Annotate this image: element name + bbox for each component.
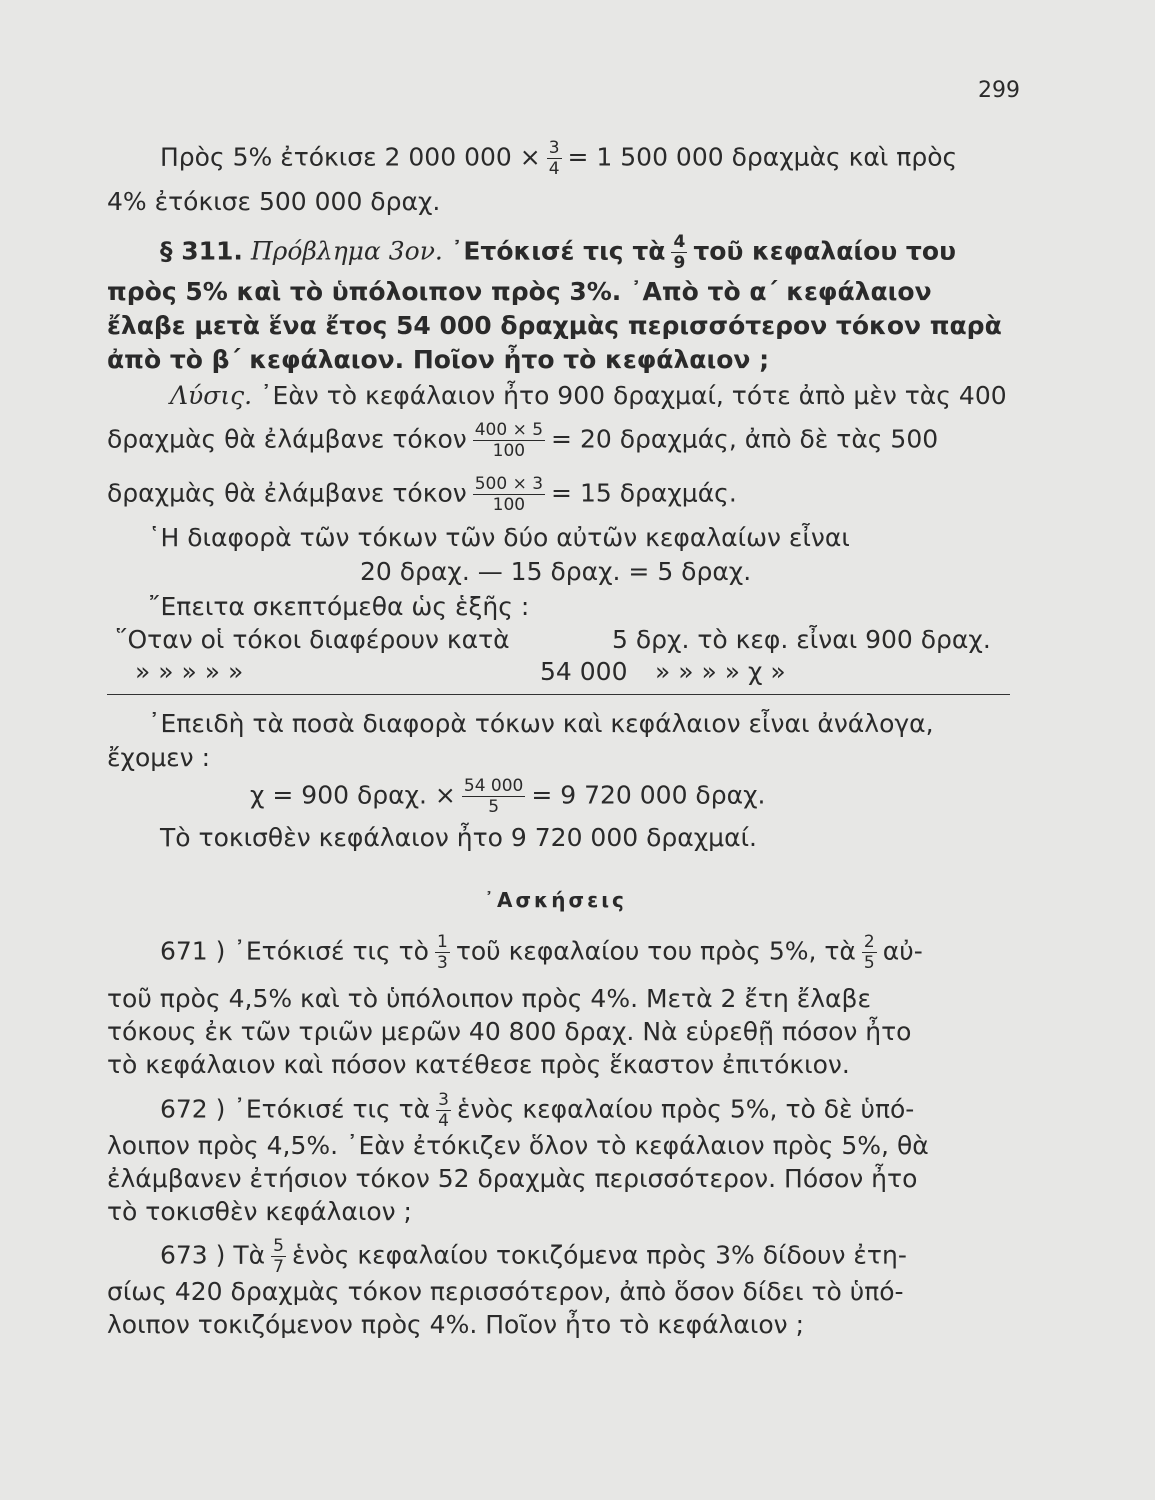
text-line bbox=[107, 420, 938, 461]
text-line: ἔλαβε μετὰ ἕνα ἔτος 54 000 δραχμὰς περισσότερον τόκον παρὰ bbox=[107, 311, 1002, 340]
numerator: 3 bbox=[548, 138, 560, 158]
numerator: 2 bbox=[863, 932, 875, 952]
numerator: 500 × 3 bbox=[474, 474, 544, 494]
problem-title: Πρόβλημα 3ον. bbox=[250, 236, 443, 266]
denominator: 5 bbox=[488, 797, 500, 817]
result-line: Τὸ τοκισθὲν κεφάλαιον ἦτο 9 720 000 δραχμαί. bbox=[160, 823, 757, 852]
fraction bbox=[473, 420, 545, 461]
numerator: 5 bbox=[273, 1236, 284, 1256]
equation-line: 20 δραχ. — 15 δραχ. = 5 δραχ. bbox=[360, 557, 752, 586]
text-span: τοῦ κεφαλαίου του bbox=[693, 236, 956, 266]
text-line: ἀπὸ τὸ β΄ κεφάλαιον. Ποῖον ἦτο τὸ κεφάλαιον ; bbox=[107, 345, 770, 374]
equation-line bbox=[250, 776, 765, 817]
exercise-671 bbox=[160, 932, 923, 973]
text-span: τοῦ κεφαλαίου του πρὸς 5%, τὰ bbox=[455, 936, 856, 966]
page-number: 299 bbox=[978, 78, 1020, 103]
text-span: ᾿Εὰν τὸ κεφάλαιον ἦτο 900 δραχμαί, τότε ἀπὸ μὲν τὰς 400 bbox=[260, 381, 1007, 410]
text-span: 672 ) ᾿Ετόκισέ τις τὰ bbox=[160, 1094, 431, 1124]
ditto-marks: » » » » » bbox=[135, 657, 244, 686]
denominator: 7 bbox=[273, 1257, 284, 1277]
text-span: 673 ) Τὰ bbox=[160, 1240, 266, 1270]
text-span: χ = 900 δραχ. × bbox=[250, 780, 456, 810]
ditto-marks: » » » » χ » bbox=[655, 657, 786, 686]
text-line: ῾Η διαφορὰ τῶν τόκων τῶν δύο αὐτῶν κεφαλαίων εἶναι bbox=[148, 523, 850, 552]
numerator: 54 000 bbox=[463, 776, 524, 796]
text-line: τὸ τοκισθὲν κεφάλαιον ; bbox=[107, 1197, 412, 1226]
denominator: 5 bbox=[863, 953, 875, 973]
fraction bbox=[462, 776, 525, 817]
text-line: ἔχομεν : bbox=[107, 743, 211, 772]
text-line: 4% ἐτόκισε 500 000 δραχ. bbox=[107, 187, 441, 216]
divider-line bbox=[107, 694, 1010, 695]
text-span: = 9 720 000 δραχ. bbox=[531, 780, 766, 810]
exercise-672 bbox=[160, 1090, 914, 1131]
denominator: 4 bbox=[548, 159, 560, 179]
text-line bbox=[160, 138, 957, 179]
text-line: τόκους ἐκ τῶν τριῶν μερῶν 40 800 δραχ. Νὰ εὑρεθῇ πόσον ἦτο bbox=[107, 1017, 912, 1046]
fraction bbox=[435, 932, 450, 973]
numerator: 1 bbox=[436, 932, 448, 952]
denominator: 4 bbox=[438, 1111, 449, 1131]
text-line: λοιπον τοκιζόμενον πρὸς 4%. Ποῖον ἦτο τὸ κεφάλαιον ; bbox=[107, 1310, 804, 1339]
exercise-673 bbox=[160, 1236, 907, 1277]
text-span: 671 ) ᾿Ετόκισέ τις τὸ bbox=[160, 936, 429, 966]
text-span: = 1 500 000 δραχμὰς καὶ πρὸς bbox=[567, 142, 958, 172]
text-line: ᾿Επειδὴ τὰ ποσὰ διαφορὰ τόκων καὶ κεφάλαιον εἶναι ἀνάλογα, bbox=[148, 709, 934, 738]
numerator: 3 bbox=[438, 1090, 449, 1110]
text-line: λοιπον πρὸς 4,5%. ᾿Εὰν ἐτόκιζεν ὅλον τὸ κεφάλαιον πρὸς 5%, θὰ bbox=[107, 1131, 929, 1160]
denominator: 100 bbox=[492, 441, 526, 461]
text-line: ἐλάμβανεν ἐτήσιον τόκον 52 δραχμὰς περισσότερον. Πόσον ἦτο bbox=[107, 1164, 918, 1193]
text-line: πρὸς 5% καὶ τὸ ὑπόλοιπον πρὸς 3%. ᾿Απὸ τὸ α΄ κεφάλαιον bbox=[107, 277, 932, 306]
proportion-row-values: 5 δρχ. τὸ κεφ. εἶναι 900 δραχ. bbox=[612, 625, 991, 654]
text-span: αὐ- bbox=[882, 936, 923, 966]
fraction bbox=[862, 932, 877, 973]
text-line: τὸ κεφάλαιον καὶ πόσον κατέθεσε πρὸς ἕκαστον ἐπιτόκιον. bbox=[107, 1050, 850, 1079]
fraction bbox=[473, 474, 545, 515]
numerator: 4 bbox=[673, 232, 686, 252]
text-span: ἑνὸς κεφαλαίου τοκιζόμενα πρὸς 3% δίδουν ἐτη- bbox=[291, 1240, 907, 1270]
denominator: 9 bbox=[673, 253, 686, 273]
numerator: 400 × 5 bbox=[474, 420, 544, 440]
fraction bbox=[271, 1236, 286, 1277]
solution-label: Λύσις. bbox=[170, 381, 253, 410]
problem-heading-line bbox=[160, 232, 956, 273]
text-span: Πρὸς 5% ἐτόκισε 2 000 000 × bbox=[160, 142, 541, 172]
text-line: τοῦ πρὸς 4,5% καὶ τὸ ὑπόλοιπον πρὸς 4%. Μετὰ 2 ἔτη ἔλαβε bbox=[107, 984, 872, 1013]
text-span: δραχμὰς θὰ ἐλάμβανε τόκον bbox=[107, 424, 467, 454]
fraction bbox=[436, 1090, 451, 1131]
denominator: 100 bbox=[492, 495, 526, 515]
text-span: ῞Οταν οἱ τόκοι διαφέρουν κατὰ bbox=[115, 625, 510, 654]
text-span: = 20 δραχμάς, ἀπὸ δὲ τὰς 500 bbox=[551, 424, 939, 454]
proportion-value: 54 000 bbox=[540, 657, 628, 686]
text-line bbox=[107, 474, 737, 515]
denominator: 3 bbox=[436, 953, 448, 973]
text-line: σίως 420 δραχμὰς τόκον περισσότερον, ἀπὸ ὅσον δίδει τὸ ὑπό- bbox=[107, 1277, 904, 1306]
text-line: ῎Επειτα σκεπτόμεθα ὡς ἑξῆς : bbox=[148, 592, 530, 621]
exercises-heading: ᾿Ασκήσεις bbox=[484, 888, 627, 912]
text-span: δραχμὰς θὰ ἐλάμβανε τόκον bbox=[107, 478, 467, 508]
text-span: ᾿Ετόκισέ τις τὰ bbox=[450, 236, 666, 266]
proportion-row bbox=[115, 624, 510, 656]
fraction bbox=[547, 138, 562, 179]
text-span: ἑνὸς κεφαλαίου πρὸς 5%, τὸ δὲ ὑπό- bbox=[457, 1094, 915, 1124]
text-line bbox=[170, 380, 1007, 412]
fraction bbox=[671, 232, 687, 273]
text-span: = 15 δραχμάς. bbox=[551, 478, 737, 508]
section-number: § 311. bbox=[160, 236, 243, 266]
